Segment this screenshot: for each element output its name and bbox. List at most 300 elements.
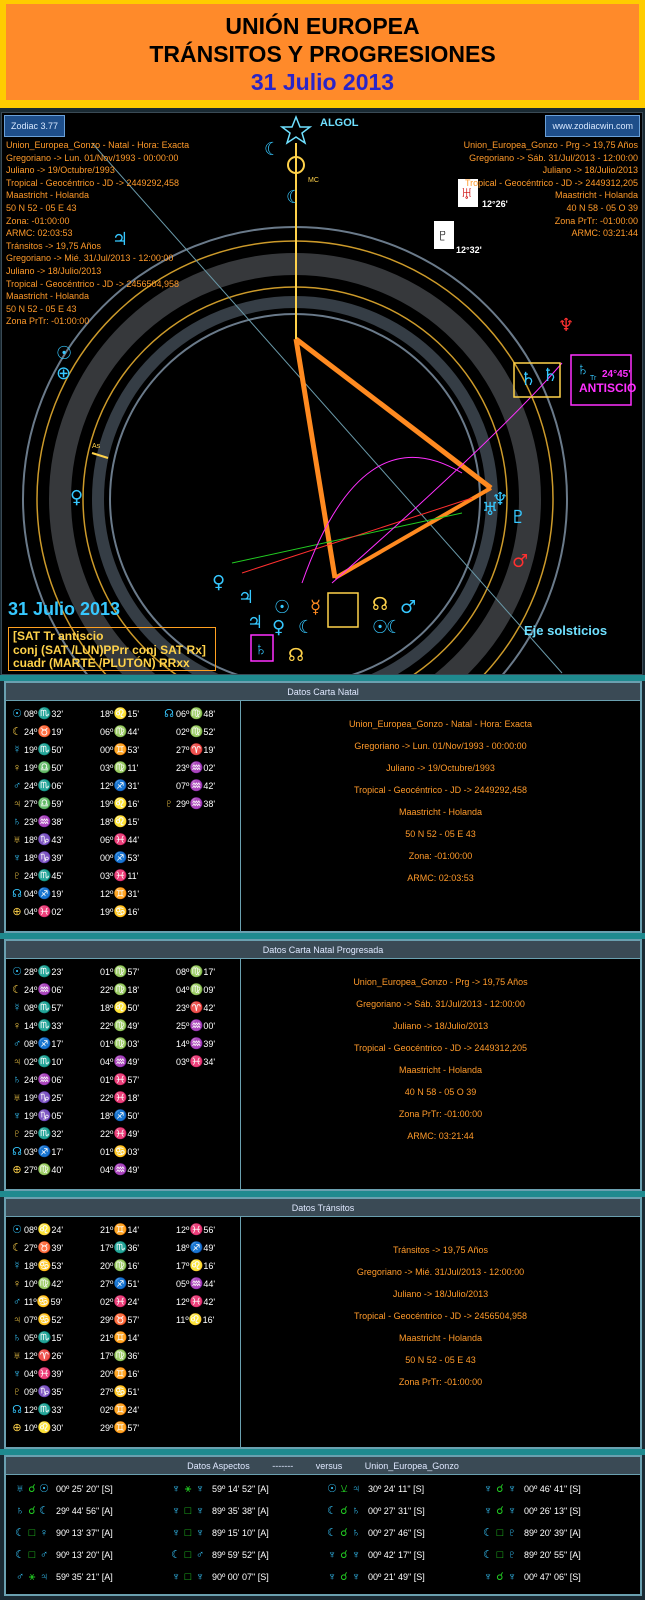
position-cell <box>10 1365 63 1383</box>
position-cell <box>10 1125 63 1143</box>
aspect-cell <box>170 1545 326 1565</box>
planet-icon: ♂ <box>15 1571 25 1583</box>
position-cell <box>86 1107 139 1125</box>
degree: 04º <box>24 889 38 899</box>
planet-icon: ♆ <box>507 1571 517 1583</box>
sign-icon: ♌ <box>113 798 128 810</box>
pluto-degree: 12°32' <box>456 245 482 255</box>
sign-icon: ♊ <box>113 1224 128 1236</box>
position-row <box>10 1293 238 1311</box>
position-cell <box>162 1035 215 1053</box>
sign-icon: ♌ <box>113 816 128 828</box>
position-row <box>10 1107 238 1125</box>
position-cell <box>10 1107 63 1125</box>
degree: 18º <box>24 835 38 845</box>
planet-icon: ♆ <box>483 1483 493 1495</box>
position-cell <box>86 1143 139 1161</box>
natal-detail-line: 50 N 52 - 05 E 43 <box>405 829 476 839</box>
minutes: 39' <box>51 1243 64 1253</box>
aspects-title-bar <box>6 1457 640 1475</box>
sign-icon: ♈ <box>37 1350 52 1362</box>
aspect-icon: ☌ <box>496 1571 504 1583</box>
degree: 27º <box>100 1279 114 1289</box>
position-cell <box>86 795 139 813</box>
minutes: 57' <box>127 1315 140 1325</box>
sign-icon: ♏ <box>37 1404 52 1416</box>
minutes: 44' <box>127 727 140 737</box>
aspect-icon: ⚹ <box>184 1483 192 1495</box>
right-info-line: Juliano -> 18/Julio/2013 <box>542 165 638 176</box>
position-cell <box>86 999 139 1017</box>
position-cell <box>86 1347 139 1365</box>
degree: 22º <box>100 1093 114 1103</box>
minutes: 02' <box>51 907 64 917</box>
minutes: 24' <box>51 1225 64 1235</box>
aspect-icon: ☌ <box>340 1571 348 1583</box>
natal-detail-line: Zona: -01:00:00 <box>408 851 473 861</box>
planet-icon: ☉ <box>12 1224 22 1236</box>
position-cell <box>162 813 190 831</box>
minutes: 16' <box>203 1261 216 1271</box>
sign-icon: ♌ <box>113 708 128 720</box>
minutes: 57' <box>127 967 140 977</box>
antiscio-label: ANTISCIO <box>579 381 637 395</box>
degree: 04º <box>176 985 190 995</box>
position-row <box>10 777 238 795</box>
degree: 01º <box>100 1147 114 1157</box>
aspect-orb: 89º 20' 55" [A] <box>524 1550 581 1560</box>
position-cell <box>86 1311 139 1329</box>
position-row <box>10 999 238 1017</box>
sign-icon: ♓ <box>113 1296 128 1308</box>
planet-icon: ♄ <box>15 1505 25 1517</box>
planet-icon: ♅ <box>12 1092 22 1104</box>
aspect-icon: ☌ <box>28 1505 36 1517</box>
degree: 18º <box>100 709 114 719</box>
planet-icon: ☾ <box>12 726 22 738</box>
planet-icon: ☾ <box>39 1505 49 1517</box>
degree: 27º <box>24 799 38 809</box>
sign-icon: ♍ <box>37 1164 52 1176</box>
sign-icon: ♊ <box>113 888 128 900</box>
degree: 18º <box>100 1003 114 1013</box>
moon-natal-glyph-icon: ☾ <box>286 187 303 208</box>
position-row <box>10 723 238 741</box>
mc-label: MC <box>308 177 319 184</box>
minutes: 45' <box>51 871 64 881</box>
degree: 12º <box>176 1297 190 1307</box>
minutes: 39' <box>203 1039 216 1049</box>
natal-title: Datos Carta Natal <box>6 683 640 701</box>
position-cell <box>10 1293 62 1311</box>
position-row <box>10 1053 238 1071</box>
planet-icon: ♆ <box>195 1483 205 1495</box>
position-row <box>10 759 238 777</box>
sign-icon: ♏ <box>37 744 52 756</box>
position-cell <box>86 1089 139 1107</box>
saturn-tr-subscript: Tr <box>590 375 597 382</box>
sign-icon: ♍ <box>113 1350 128 1362</box>
degree: 03º <box>100 763 114 773</box>
aspect-cell <box>482 1545 638 1565</box>
degree: 11º <box>24 1297 37 1307</box>
sign-icon: ♐ <box>113 852 128 864</box>
degree: 06º <box>100 727 114 737</box>
sign-icon: ♑ <box>37 1110 52 1122</box>
right-info-line: Maastricht - Holanda <box>554 190 638 201</box>
degree: 29º <box>100 1423 114 1433</box>
progressed-detail-line: Zona PrTr: -01:00:00 <box>398 1109 483 1119</box>
planet-icon: ☾ <box>483 1549 493 1561</box>
aspect-icon: □ <box>496 1527 504 1539</box>
planet-icon: ♅ <box>12 1350 22 1362</box>
sign-icon: ♓ <box>113 870 128 882</box>
planet-icon: ☾ <box>12 984 22 996</box>
minutes: 33' <box>51 1021 64 1031</box>
aspects-data-panel <box>4 1455 642 1596</box>
saturn-glyph-icon: ♄ <box>520 369 537 390</box>
degree: 03º <box>100 871 114 881</box>
position-cell <box>162 795 215 813</box>
title-line-1: UNIÓN EUROPEA <box>225 13 420 39</box>
degree: 07º <box>176 781 190 791</box>
sign-icon: ♏ <box>37 1020 52 1032</box>
sign-icon: ♈ <box>189 1002 204 1014</box>
right-info-line: Union_Europea_Gonzo - Prg -> 19,75 Años <box>463 140 638 150</box>
position-cell <box>10 723 63 741</box>
aspect-orb: 89º 35' 38" [A] <box>212 1506 269 1516</box>
degree: 19º <box>24 1111 38 1121</box>
planet-icon: ♂ <box>195 1549 205 1561</box>
minutes: 16' <box>127 907 140 917</box>
degree: 20º <box>100 1369 114 1379</box>
transits-detail-line: Gregoriano -> Mié. 31/Jul/2013 - 12:00:00 <box>356 1267 525 1277</box>
sign-icon: ♒ <box>113 1056 128 1068</box>
solstice-axis-label: Eje solsticios <box>524 623 608 638</box>
position-cell <box>10 1383 63 1401</box>
minutes: 52' <box>203 727 216 737</box>
position-row <box>10 903 238 921</box>
left-info-line: Zona: -01:00:00 <box>6 215 70 226</box>
degree: 19º <box>24 1093 38 1103</box>
minutes: 50' <box>51 745 64 755</box>
planet-icon: ♃ <box>12 1056 22 1068</box>
degree: 24º <box>24 1075 38 1085</box>
degree: 17º <box>100 1351 114 1361</box>
minutes: 17' <box>203 967 216 977</box>
aspect-row <box>14 1545 638 1565</box>
sign-icon: ♏ <box>37 708 52 720</box>
planet-icon: ☾ <box>327 1505 337 1517</box>
minutes: 32' <box>51 709 64 719</box>
position-cell <box>10 1257 63 1275</box>
position-cell <box>86 759 138 777</box>
transits-positions <box>10 1221 238 1437</box>
node-tr-glyph-icon: ☊ <box>288 645 304 666</box>
moon-glyph-icon: ☾ <box>264 139 281 160</box>
sign-icon: ♏ <box>37 1002 52 1014</box>
planet-icon: ☉ <box>12 708 22 720</box>
saturn-prg-glyph-icon: ♄ <box>542 365 559 386</box>
position-cell <box>162 1257 215 1275</box>
sign-icon: ♏ <box>113 1242 128 1254</box>
aspect-cell <box>326 1501 482 1521</box>
planet-icon: ♆ <box>12 852 22 864</box>
planet-icon: ♃ <box>12 1314 22 1326</box>
degree: 23º <box>176 763 190 773</box>
minutes: 49' <box>127 1057 140 1067</box>
planet-icon: ☉ <box>39 1483 49 1495</box>
minutes: 49' <box>127 1021 140 1031</box>
minutes: 42' <box>203 1297 216 1307</box>
position-cell <box>162 723 215 741</box>
sign-icon: ♏ <box>37 966 52 978</box>
degree: 12º <box>24 1405 38 1415</box>
position-cell <box>162 999 215 1017</box>
position-row <box>10 1089 238 1107</box>
degree: 04º <box>24 907 38 917</box>
planet-icon: ♃ <box>351 1483 361 1495</box>
sign-icon: ♐ <box>113 1110 128 1122</box>
position-cell <box>86 1071 139 1089</box>
planet-icon: ☊ <box>12 1146 22 1158</box>
degree: 27º <box>24 1243 38 1253</box>
aspect-cell <box>170 1479 326 1499</box>
title-date: 31 Julio 2013 <box>250 69 395 95</box>
left-info-line: ARMC: 02:03:53 <box>6 228 73 239</box>
sign-icon: ♍ <box>189 726 204 738</box>
sign-icon: ♒ <box>189 1278 204 1290</box>
position-cell <box>10 999 63 1017</box>
aspect-cell <box>326 1479 482 1499</box>
saturn-tr-glyph-icon: ♄ <box>576 359 590 379</box>
venus-tr-glyph-icon: ♀ <box>272 617 286 638</box>
planet-icon: ♇ <box>507 1527 517 1539</box>
minutes: 17' <box>51 1039 64 1049</box>
position-cell <box>162 849 190 867</box>
planet-icon: ♆ <box>351 1549 361 1561</box>
position-row <box>10 885 238 903</box>
sign-icon: ♊ <box>113 744 128 756</box>
degree: 21º <box>100 1225 114 1235</box>
degree: 19º <box>100 799 114 809</box>
position-cell <box>162 1275 215 1293</box>
sign-icon: ♍ <box>189 984 204 996</box>
sign-icon: ♒ <box>37 816 52 828</box>
planet-icon: ♄ <box>351 1505 361 1517</box>
progressed-body <box>6 959 640 1189</box>
minutes: 33' <box>51 1405 64 1415</box>
minutes: 53' <box>51 1261 64 1271</box>
left-info-line: Tránsitos -> 19,75 Años <box>6 240 101 251</box>
minutes: 15' <box>127 709 140 719</box>
sign-icon: ♒ <box>189 1038 204 1050</box>
progressed-detail-line: Gregoriano -> Sáb. 31/Jul/2013 - 12:00:00 <box>356 999 525 1009</box>
saturn-aspect-line: conj (SAT /LUN)PPrr conj SAT Rx] <box>13 642 206 657</box>
aspect-icon: □ <box>184 1505 192 1517</box>
planet-icon: ♆ <box>12 1368 22 1380</box>
position-cell <box>10 1401 63 1419</box>
degree: 17º <box>100 1243 114 1253</box>
degree: 03º <box>24 1147 38 1157</box>
jupiter-glyph-icon: ♃ <box>112 229 129 250</box>
position-cell <box>10 759 63 777</box>
position-cell <box>10 1239 63 1257</box>
aspect-icon: ☌ <box>340 1549 348 1561</box>
aspect-cell <box>170 1501 326 1521</box>
degree: 24º <box>24 871 38 881</box>
minutes: 11' <box>127 871 139 881</box>
aspect-cell <box>326 1523 482 1543</box>
sign-icon: ♍ <box>113 966 128 978</box>
position-cell <box>10 813 63 831</box>
degree: 03º <box>176 1057 190 1067</box>
degree: 22º <box>100 1021 114 1031</box>
sign-icon: ♓ <box>37 906 52 918</box>
sign-icon: ♍ <box>113 1038 128 1050</box>
aspect-icon: ☌ <box>496 1483 504 1495</box>
minutes: 49' <box>127 1165 140 1175</box>
planet-icon: ☿ <box>12 1002 22 1014</box>
position-cell <box>86 1293 139 1311</box>
algol-label: ALGOL <box>320 117 359 129</box>
planet-icon: ☾ <box>15 1549 25 1561</box>
left-info-line: Gregoriano -> Mié. 31/Jul/2013 - 12:00:00 <box>6 253 174 264</box>
minutes: 24' <box>127 1297 140 1307</box>
sign-icon: ♓ <box>113 1128 128 1140</box>
minutes: 59' <box>51 799 64 809</box>
sign-icon: ♌ <box>113 1002 128 1014</box>
aspect-orb: 00º 27' 46" [S] <box>368 1528 425 1538</box>
minutes: 03' <box>127 1039 140 1049</box>
minutes: 51' <box>127 1387 140 1397</box>
sign-icon: ♏ <box>37 1128 52 1140</box>
position-row <box>10 1401 238 1419</box>
sign-icon: ♑ <box>37 1092 52 1104</box>
position-row <box>10 1365 238 1383</box>
position-row <box>10 795 238 813</box>
minutes: 57' <box>51 1003 64 1013</box>
planet-icon: ☾ <box>15 1527 25 1539</box>
position-row <box>10 705 238 723</box>
minutes: 15' <box>127 817 140 827</box>
degree: 11º <box>176 1315 189 1325</box>
venus-glyph-icon: ♀ <box>70 487 84 508</box>
degree: 23º <box>176 1003 190 1013</box>
position-cell <box>162 1125 190 1143</box>
position-cell <box>162 867 190 885</box>
degree: 25º <box>24 1129 38 1139</box>
minutes: 00' <box>203 1021 216 1031</box>
aspect-cell <box>14 1479 170 1499</box>
site-badge[interactable]: www.zodiacwin.com <box>545 115 640 137</box>
sign-icon: ♑ <box>37 852 52 864</box>
sign-icon: ♑ <box>37 834 52 846</box>
degree: 24º <box>24 781 38 791</box>
position-cell <box>86 963 139 981</box>
uranus-degree: 12°26' <box>482 199 508 209</box>
degree: 17º <box>176 1261 190 1271</box>
planet-icon: ☊ <box>12 1404 22 1416</box>
transits-detail-line: Zona PrTr: -01:00:00 <box>398 1377 483 1387</box>
degree: 04º <box>100 1057 114 1067</box>
position-cell <box>162 963 215 981</box>
sign-icon: ♑ <box>37 1386 52 1398</box>
left-info <box>6 139 189 328</box>
sign-icon: ♒ <box>189 798 204 810</box>
sign-icon: ♓ <box>189 1224 204 1236</box>
natal-detail-line: ARMC: 02:03:53 <box>407 873 474 883</box>
degree: 04º <box>100 1165 114 1175</box>
minutes: 56' <box>203 1225 216 1235</box>
degree: 06º <box>100 835 114 845</box>
sign-icon: ♐ <box>189 1242 204 1254</box>
progressed-detail-line: Union_Europea_Gonzo - Prg -> 19,75 Años <box>353 977 528 987</box>
as-label: As <box>92 443 101 450</box>
left-info-line: 50 N 52 - 05 E 43 <box>6 303 77 314</box>
planet-icon: ♀ <box>39 1527 49 1539</box>
degree: 28º <box>24 967 38 977</box>
left-info-line: Juliano -> 19/Octubre/1993 <box>6 165 115 176</box>
sign-icon: ♋ <box>36 1296 51 1308</box>
position-row <box>10 1143 238 1161</box>
sign-icon: ♉ <box>37 1242 52 1254</box>
minutes: 53' <box>127 745 140 755</box>
pluto-glyph-icon: ♇ <box>510 507 527 528</box>
position-cell <box>86 1017 139 1035</box>
minutes: 15' <box>51 1333 64 1343</box>
aspects-title: Datos Aspectos <box>187 1461 250 1471</box>
degree: 19º <box>100 907 114 917</box>
minutes: 42' <box>203 781 216 791</box>
position-cell <box>162 705 215 723</box>
minutes: 43' <box>51 835 64 845</box>
aspect-icon: □ <box>184 1527 192 1539</box>
minutes: 06' <box>51 1075 64 1085</box>
left-info-line: Gregoriano -> Lun. 01/Nov/1993 - 00:00:00 <box>6 152 179 163</box>
progressed-detail-line: Maastricht - Holanda <box>398 1065 483 1075</box>
jupiter-tr-glyph-icon: ♃ <box>247 612 264 633</box>
sun-prg-glyph-icon: ☉ <box>274 597 291 618</box>
mercury-glyph-icon: ☿ <box>310 597 322 618</box>
planet-icon: ♆ <box>171 1505 181 1517</box>
saturn-antiscio-glyph-icon: ♄ <box>254 639 268 659</box>
planet-icon: ☾ <box>12 1242 22 1254</box>
aspect-row <box>14 1479 638 1499</box>
aspect-orb: 00º 21' 49" [S] <box>368 1572 425 1582</box>
sign-icon: ♊ <box>113 1422 128 1434</box>
chart-date: 31 Julio 2013 <box>8 599 121 619</box>
sign-icon: ♏ <box>37 870 52 882</box>
sign-icon: ♐ <box>113 780 128 792</box>
position-row <box>10 1275 238 1293</box>
degree: 27º <box>100 1387 114 1397</box>
sign-icon: ♒ <box>113 1164 128 1176</box>
minutes: 36' <box>127 1243 140 1253</box>
position-row <box>10 981 238 999</box>
position-cell <box>162 1071 190 1089</box>
aspect-orb: 00º 25' 20" [S] <box>56 1484 113 1494</box>
planet-icon: ♂ <box>12 1038 22 1050</box>
minutes: 36' <box>127 1351 140 1361</box>
planet-icon: ♆ <box>171 1527 181 1539</box>
planet-icon: ♆ <box>195 1571 205 1583</box>
planet-icon: ⊕ <box>12 906 22 918</box>
sign-icon: ♋ <box>37 1260 52 1272</box>
planet-icon: ♅ <box>15 1483 25 1495</box>
aspect-cell <box>326 1545 482 1565</box>
planet-icon: ♄ <box>12 1074 22 1086</box>
